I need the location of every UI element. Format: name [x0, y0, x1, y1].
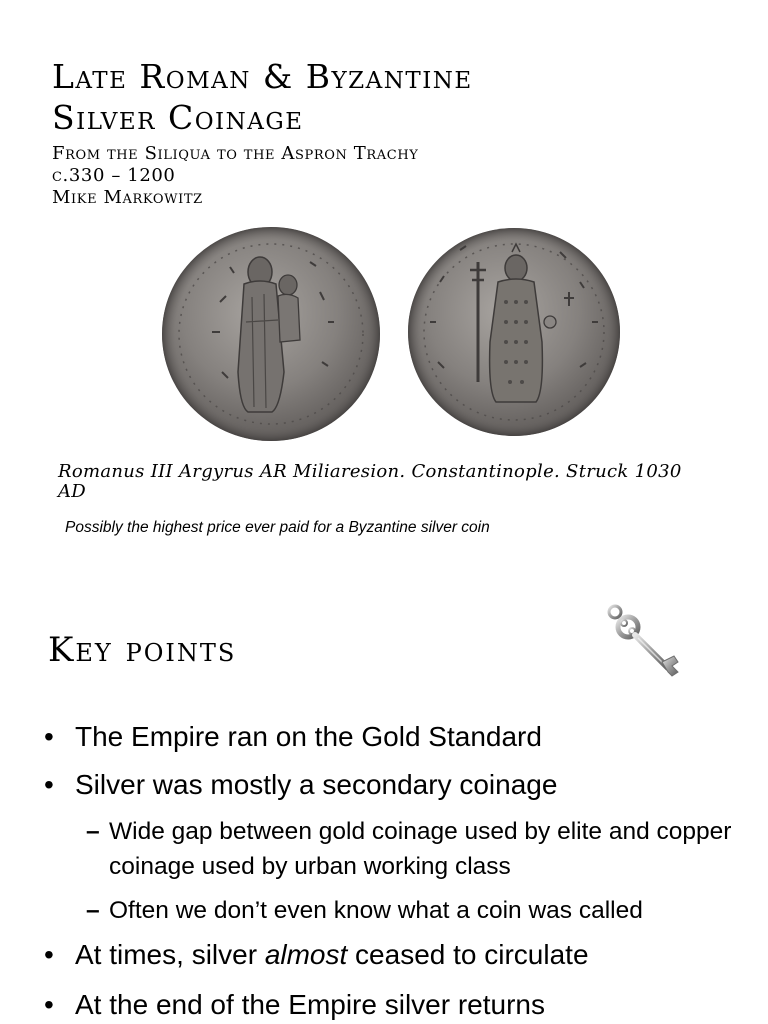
- dash-symbol: –: [86, 818, 100, 845]
- bullet-symbol: •: [44, 989, 54, 1020]
- bullet-text-after: ceased to circulate: [347, 939, 589, 970]
- dash-symbol: –: [86, 897, 100, 924]
- subtitle-author: Mike Markowitz: [52, 187, 203, 208]
- coin-caption: Romanus III Argyrus AR Miliaresion. Constantinople. Struck 1030 AD: [58, 461, 682, 502]
- coin-reverse-emperor-with-cross: [408, 228, 620, 436]
- title-line-1: Late Roman & Byzantine: [52, 57, 473, 96]
- coin-obverse-virgin-and-child: [162, 227, 380, 441]
- key-points-heading: Key points: [48, 630, 237, 670]
- title-line-2: Silver Coinage: [52, 98, 304, 137]
- list-item: [44, 768, 744, 802]
- bullet-symbol: •: [44, 939, 54, 970]
- sub-list-item: [86, 814, 746, 884]
- bullet-symbol: •: [44, 769, 54, 800]
- subtitle-line-2: c.330 – 1200: [52, 165, 176, 186]
- list-item: [44, 938, 744, 972]
- subtitle-line-1: From the Siliqua to the Aspron Trachy: [52, 143, 419, 164]
- sub-list-item: [86, 893, 746, 928]
- coin-photo: [160, 222, 620, 448]
- bullet-text-before: At times, silver: [75, 939, 265, 970]
- sub-bullet-text: Often we don’t even know what a coin was called: [109, 897, 643, 924]
- list-item: [44, 720, 744, 754]
- sub-bullet-text: Wide gap between gold coinage used by elite and copper coinage used by urban working class: [109, 818, 732, 880]
- key-icon: [602, 602, 692, 692]
- list-item: [44, 988, 744, 1022]
- bullet-emphasis: almost: [264, 939, 348, 970]
- coin-note: Possibly the highest price ever paid for a Byzantine silver coin: [65, 519, 490, 536]
- bullet-symbol: •: [44, 721, 54, 752]
- bullet-text: Silver was mostly a secondary coinage: [75, 769, 558, 800]
- subtitle: [52, 143, 692, 209]
- page-title: [52, 56, 692, 138]
- bullet-text: The Empire ran on the Gold Standard: [75, 721, 542, 752]
- bullet-text: At the end of the Empire silver returns: [75, 989, 545, 1020]
